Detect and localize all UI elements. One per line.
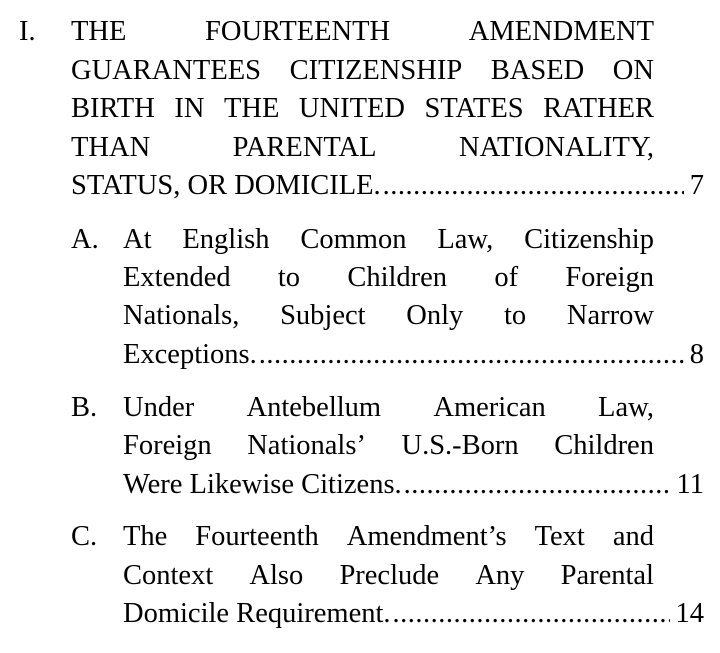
- word: ON: [612, 55, 654, 86]
- word: BIRTH: [71, 93, 155, 124]
- word: Fourteenth: [195, 521, 319, 552]
- word: American: [433, 392, 546, 423]
- heading-line: [123, 300, 654, 332]
- word: Text: [534, 521, 585, 552]
- word: RATHER: [543, 93, 654, 124]
- heading-line: [71, 55, 654, 87]
- word: Nationals’: [247, 430, 366, 461]
- word: Law,: [598, 392, 654, 423]
- word: Only: [406, 300, 464, 331]
- subsection-marker: B.: [71, 392, 98, 423]
- word: At: [123, 224, 152, 255]
- word: THE: [71, 16, 127, 47]
- word: FOURTEENTH: [205, 16, 391, 47]
- heading-text: STATUS, OR DOMICILE.: [71, 170, 381, 201]
- dot-leader: [393, 598, 670, 630]
- heading-text: Exceptions.: [123, 339, 257, 370]
- word: Extended: [123, 262, 231, 293]
- heading-line: [71, 93, 654, 125]
- word: AMENDMENT: [468, 16, 654, 47]
- word: Subject: [280, 300, 366, 331]
- page-number[interactable]: 11: [676, 469, 704, 500]
- word: Children: [554, 430, 654, 461]
- word: GUARANTEES: [71, 55, 261, 86]
- heading-line-with-leader: [123, 469, 704, 501]
- heading-line-with-leader: [123, 598, 704, 630]
- word: Any: [475, 560, 525, 591]
- word: U.S.-Born: [401, 430, 519, 461]
- page-number[interactable]: 8: [689, 339, 704, 370]
- word: UNITED: [298, 93, 405, 124]
- word: Parental: [560, 560, 654, 591]
- page-number[interactable]: 7: [689, 170, 704, 201]
- word: NATIONALITY,: [459, 132, 654, 163]
- heading-line: [123, 560, 654, 592]
- word: THAN: [71, 132, 151, 163]
- word: Foreign: [123, 430, 212, 461]
- dot-leader: [404, 469, 671, 501]
- word: to: [504, 300, 527, 331]
- heading-line: [123, 392, 654, 424]
- heading-line-with-leader: [71, 170, 704, 202]
- word: to: [277, 262, 301, 293]
- word: CITIZENSHIP: [289, 55, 463, 86]
- word: of: [494, 262, 519, 293]
- word: English: [182, 224, 270, 255]
- heading-line-with-leader: [123, 339, 704, 371]
- word: and: [612, 521, 654, 552]
- heading-line: [71, 16, 654, 48]
- word: Foreign: [565, 262, 654, 293]
- heading-line: [123, 224, 654, 256]
- heading-text: Were Likewise Citizens.: [123, 469, 402, 500]
- word: THE: [223, 93, 280, 124]
- heading-line: [71, 132, 654, 164]
- word: STATES: [424, 93, 524, 124]
- word: BASED: [490, 55, 585, 86]
- word: Law,: [437, 224, 494, 255]
- word: Amendment’s: [346, 521, 507, 552]
- word: Antebellum: [246, 392, 382, 423]
- word: Citizenship: [524, 224, 654, 255]
- word: PARENTAL: [232, 132, 377, 163]
- word: Also: [249, 560, 304, 591]
- word: Narrow: [566, 300, 654, 331]
- word: Nationals,: [123, 300, 240, 331]
- dot-leader: [383, 170, 684, 202]
- heading-line: [123, 521, 654, 553]
- dot-leader: [259, 339, 684, 371]
- heading-text: Domicile Requirement.: [123, 598, 391, 629]
- word: Under: [123, 392, 195, 423]
- word: Children: [347, 262, 448, 293]
- heading-line: [123, 262, 654, 294]
- word: Preclude: [339, 560, 440, 591]
- section-marker: I.: [19, 16, 36, 47]
- subsection-marker: C.: [71, 521, 98, 552]
- word: The: [123, 521, 168, 552]
- word: Context: [123, 560, 214, 591]
- word: Common: [300, 224, 407, 255]
- page-number[interactable]: 14: [675, 598, 704, 629]
- word: IN: [174, 93, 205, 124]
- heading-line: [123, 430, 654, 462]
- subsection-marker: A.: [71, 224, 99, 255]
